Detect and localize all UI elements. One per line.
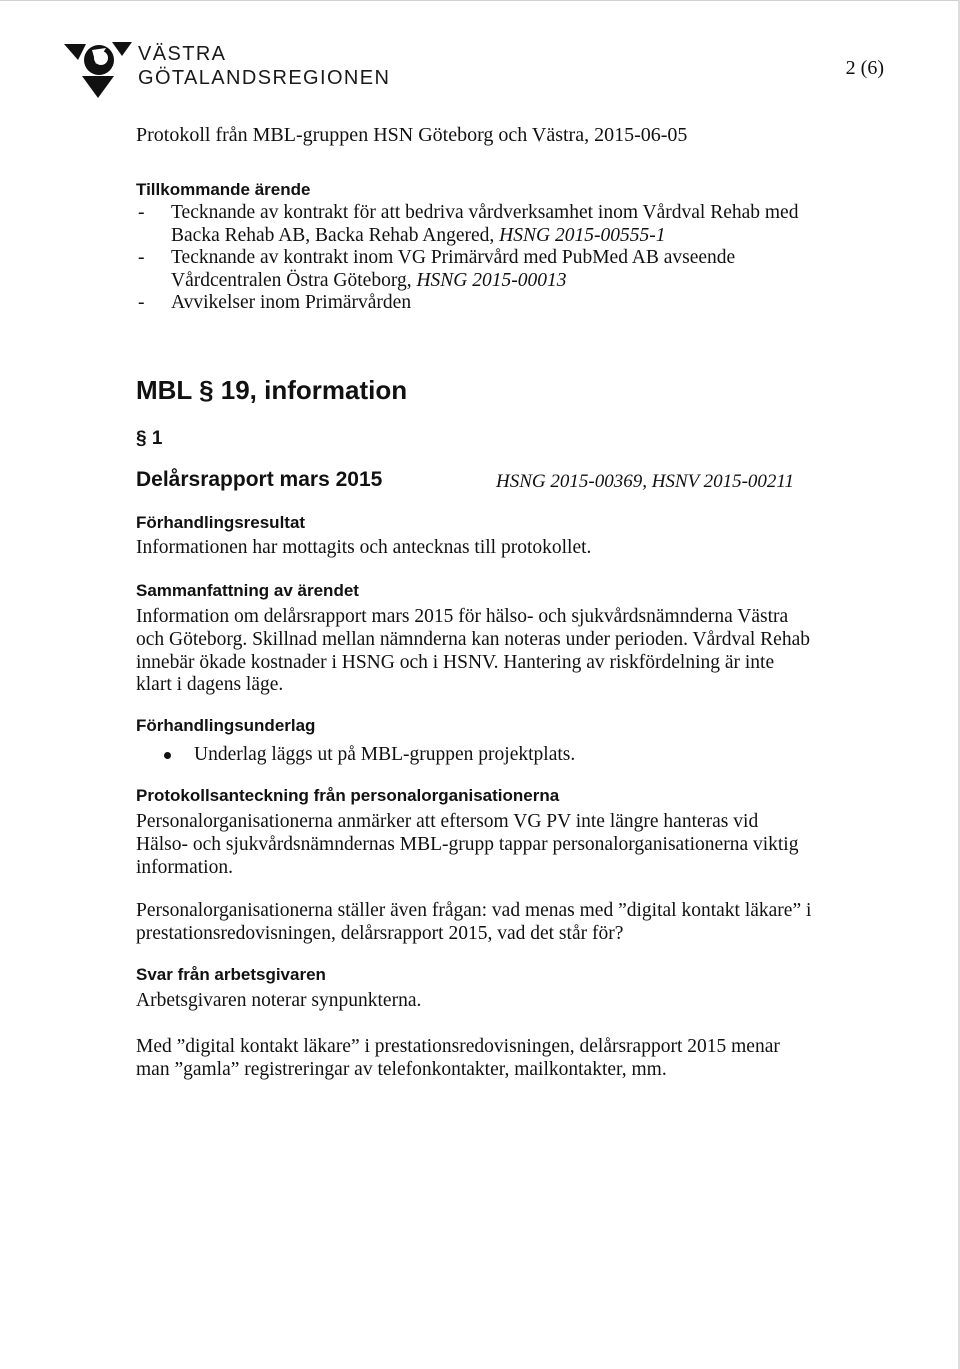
case-reference: HSNG 2015-00555-1 xyxy=(499,224,666,246)
upcoming-item-line xyxy=(171,225,836,248)
case-reference: HSNG 2015-00013 xyxy=(416,269,567,291)
summary-line: klart i dagens läge. xyxy=(136,674,284,696)
item-case-reference: HSNG 2015-00369, HSNV 2015-00211 xyxy=(496,471,795,492)
basis-heading: Förhandlingsunderlag xyxy=(136,716,316,735)
dash-marker: - xyxy=(138,247,145,269)
org-name-line1: VÄSTRA xyxy=(138,43,227,65)
section-number: § 1 xyxy=(136,428,163,449)
employer-answer-text: Arbetsgivaren noterar synpunkterna. xyxy=(136,990,422,1011)
upcoming-item-line: Avvikelser inom Primärvården xyxy=(171,292,412,314)
summary-line: och Göteborg. Skillnad mellan nämnderna kan noteras under perioden. Vårdval Rehab xyxy=(136,628,810,650)
upcoming-item-line: Tecknande av kontrakt för att bedriva vårdverksamhet inom Vårdval Rehab med xyxy=(171,202,799,223)
employer-explanation xyxy=(136,1036,826,1082)
basis-list xyxy=(136,744,575,766)
org-name-line2: GÖTALANDSREGIONEN xyxy=(138,67,391,89)
union-note-line: information. xyxy=(136,856,233,878)
upcoming-item xyxy=(136,292,836,315)
dash-marker: - xyxy=(138,292,145,314)
upcoming-item-text: Vårdcentralen Östra Göteborg, xyxy=(171,269,417,291)
employer-explanation-line: man ”gamla” registreringar av telefonkontakter, mailkontakter, mm. xyxy=(136,1058,667,1080)
summary-line: innebär ökade kostnader i HSNG och i HSNV. Hantering av riskfördelning är inte xyxy=(136,651,775,673)
summary-heading: Sammanfattning av ärendet xyxy=(136,581,359,600)
employer-answer-heading: Svar från arbetsgivaren xyxy=(136,965,326,984)
bullet-icon xyxy=(164,752,171,759)
summary-text xyxy=(136,606,826,697)
vgregion-logo xyxy=(62,38,392,100)
page-number: 2 (6) xyxy=(845,57,884,79)
vgregion-logo-icon xyxy=(62,38,134,100)
item-title: Delårsrapport mars 2015 xyxy=(136,468,383,491)
page-top-edge xyxy=(0,0,960,1)
upcoming-item xyxy=(136,202,836,247)
union-note-line: Personalorganisationerna anmärker att eftersom VG PV inte längre hanteras vid xyxy=(136,811,759,832)
protocol-title: Protokoll från MBL-gruppen HSN Göteborg och Västra, 2015-06-05 xyxy=(136,124,688,146)
union-note-line: Hälso- och sjukvårdsnämndernas MBL-grupp tappar personalorganisationerna viktig xyxy=(136,833,799,855)
upcoming-heading: Tillkommande ärende xyxy=(136,180,311,199)
basis-item-text: Underlag läggs ut på MBL-gruppen projektplats. xyxy=(194,744,576,765)
upcoming-item xyxy=(136,247,836,292)
basis-list-item xyxy=(136,744,575,766)
union-question-line: Personalorganisationerna ställer även frågan: vad menas med ”digital kontakt läkare” i xyxy=(136,900,812,921)
upcoming-item-text: Backa Rehab AB, Backa Rehab Angered, xyxy=(171,224,500,246)
mbl-heading: MBL § 19, information xyxy=(136,375,408,405)
union-note-paragraph xyxy=(136,811,826,879)
employer-explanation-line: Med ”digital kontakt läkare” i prestationsredovisningen, delårsrapport 2015 menar xyxy=(136,1036,780,1057)
union-note-heading: Protokollsanteckning från personalorganisationerna xyxy=(136,786,560,805)
result-heading: Förhandlingsresultat xyxy=(136,513,306,532)
union-question-line: prestationsredovisningen, delårsrapport 2015, vad det står för? xyxy=(136,922,624,944)
upcoming-item-line: Tecknande av kontrakt inom VG Primärvård med PubMed AB avseende xyxy=(171,247,736,269)
upcoming-item-line xyxy=(171,270,836,293)
result-text: Informationen har mottagits och antecknas till protokollet. xyxy=(136,537,592,558)
summary-line: Information om delårsrapport mars 2015 för hälso- och sjukvårdsnämnderna Västra xyxy=(136,606,789,627)
upcoming-list xyxy=(136,202,836,315)
dash-marker: - xyxy=(138,202,145,223)
union-question-paragraph xyxy=(136,900,826,946)
